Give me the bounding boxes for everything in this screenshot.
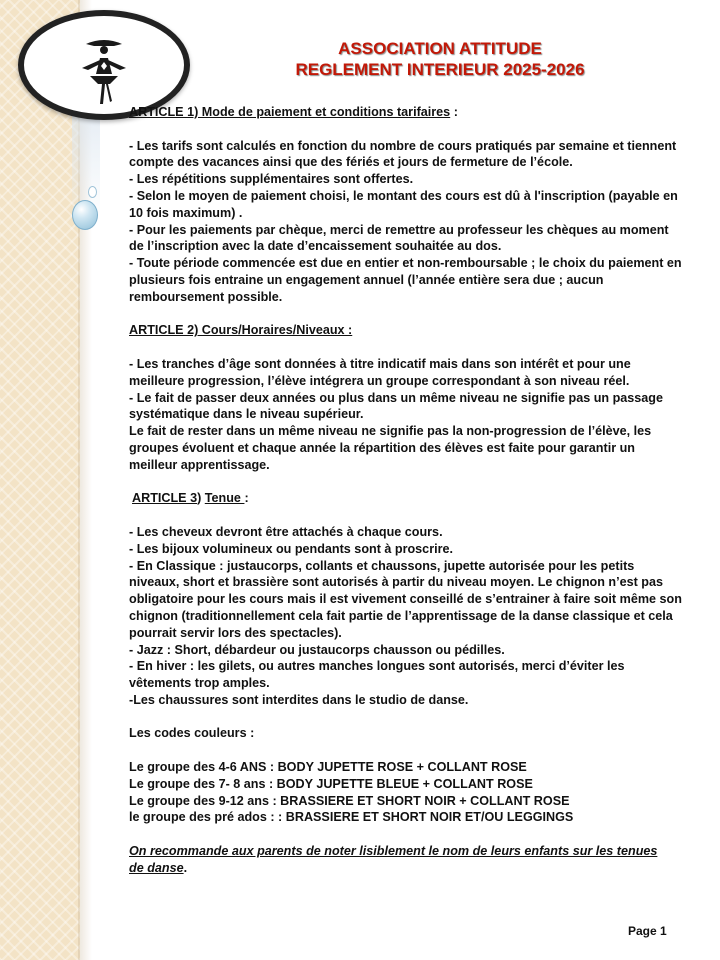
recommendation-tail-end: .: [183, 860, 188, 875]
article-3-heading: [129, 490, 685, 507]
article-1-heading-suffix: :: [450, 105, 458, 119]
article-1-item: - Toute période commencée est due en entier et non-remboursable ; le choix du paiement en plusieurs fois entraine un engagement annuel (l’année entière sera due ; aucun remboursement possible.: [129, 256, 682, 304]
article-3-item: - En Classique : justaucorps, collants et chaussons, jupette autorisée pour les petits niveaux, short et brassière sont autorisés à partir du niveau moyen. Le chignon n’est pas obligatoire pour les cours mais il est vivement conseillé de s’entrainer à faire soit même son chignon (traditionnellement cela fait partie de l’apprentissage de la danse classique et cela pourrait servir lors des spectacles).: [129, 558, 682, 640]
article-2-item: - Les tranches d’âge sont données à titre indicatif mais dans son intérêt et pour une meilleure progression, l’élève intégrera un groupe correspondant à son niveau réel.: [129, 356, 631, 388]
article-3-heading-part3: Tenue: [204, 491, 245, 506]
color-code-line: le groupe des pré ados : : BRASSIERE ET SHORT NOIR ET/OU LEGGINGS: [129, 810, 574, 825]
article-3-item: - En hiver : les gilets, ou autres manches longues sont autorisés, merci d’éviter les vêtements trop amples.: [129, 659, 625, 691]
article-3-item: - Les cheveux devront être attachés à chaque cours.: [129, 524, 443, 539]
decorative-bead-small: [88, 186, 97, 198]
article-1-item: - Pour les paiements par chèque, merci de remettre au professeur les chèques au moment de l’inscription avec la date d’encaissement souhaitée au dos.: [129, 222, 669, 254]
color-codes-title: Les codes couleurs :: [129, 726, 255, 741]
color-code-line: Le groupe des 7- 8 ans : BODY JUPETTE BLEUE + COLLANT ROSE: [129, 776, 533, 791]
title-line-2: REGLEMENT INTERIEUR 2025-2026: [295, 60, 585, 79]
article-1-heading: [129, 104, 685, 121]
article-2-heading: ARTICLE 2) Cours/Horaires/Niveaux :: [129, 323, 353, 338]
article-1-item: - Les tarifs sont calculés en fonction du nombre de cours pratiqués par semaine et tiennent compte des vacances ainsi que des fériés et jours de fermeture de l’école.: [129, 138, 677, 170]
title-line-1: ASSOCIATION ATTITUDE: [338, 39, 542, 58]
page-number: Page 1: [628, 924, 667, 938]
article-3-heading-part1: ARTICLE 3: [132, 491, 198, 506]
article-1-item: - Selon le moyen de paiement choisi, le montant des cours est dû à l'inscription (payable en 10 fois maximum) .: [129, 188, 678, 220]
document-title: [200, 38, 680, 80]
document-body: [129, 104, 685, 877]
article-3-item: -Les chaussures sont interdites dans le studio de danse.: [129, 692, 469, 707]
article-2-item: Le fait de rester dans un même niveau ne signifie pas la non-progression de l’élève, les groupes évoluent et chaque année la répartition des élèves est faite pour garantir un meilleur apprentissage.: [129, 424, 652, 472]
color-code-line: Le groupe des 9-12 ans : BRASSIERE ET SHORT NOIR + COLLANT ROSE: [129, 793, 570, 808]
color-code-line: Le groupe des 4-6 ANS : BODY JUPETTE ROSE + COLLANT ROSE: [129, 760, 527, 775]
decorative-bead-large: [72, 200, 98, 230]
article-1-heading-text: ARTICLE 1) Mode de paiement et conditions tarifaires: [129, 105, 451, 119]
recommendation-text: On recommande aux parents de noter lisiblement le nom de leurs enfants sur les tenues: [129, 844, 658, 859]
article-2-item: - Le fait de passer deux années ou plus dans un même niveau ne signifie pas un passage systématique dans le niveau supérieur.: [129, 390, 663, 422]
article-3-item: - Les bijoux volumineux ou pendants sont à proscrire.: [129, 541, 453, 556]
article-3-heading-suffix: :: [244, 491, 249, 506]
article-1-item: - Les répétitions supplémentaires sont offertes.: [129, 172, 414, 187]
recommendation-tail-text: de danse: [129, 860, 184, 875]
decorative-side-band: [0, 0, 80, 960]
article-3-item: - Jazz : Short, débardeur ou justaucorps chausson ou pédilles.: [129, 642, 505, 657]
recommendation-tail: [129, 860, 685, 877]
dancer-logo-icon: [76, 36, 132, 106]
article-3-heading-part2: ): [197, 491, 205, 506]
